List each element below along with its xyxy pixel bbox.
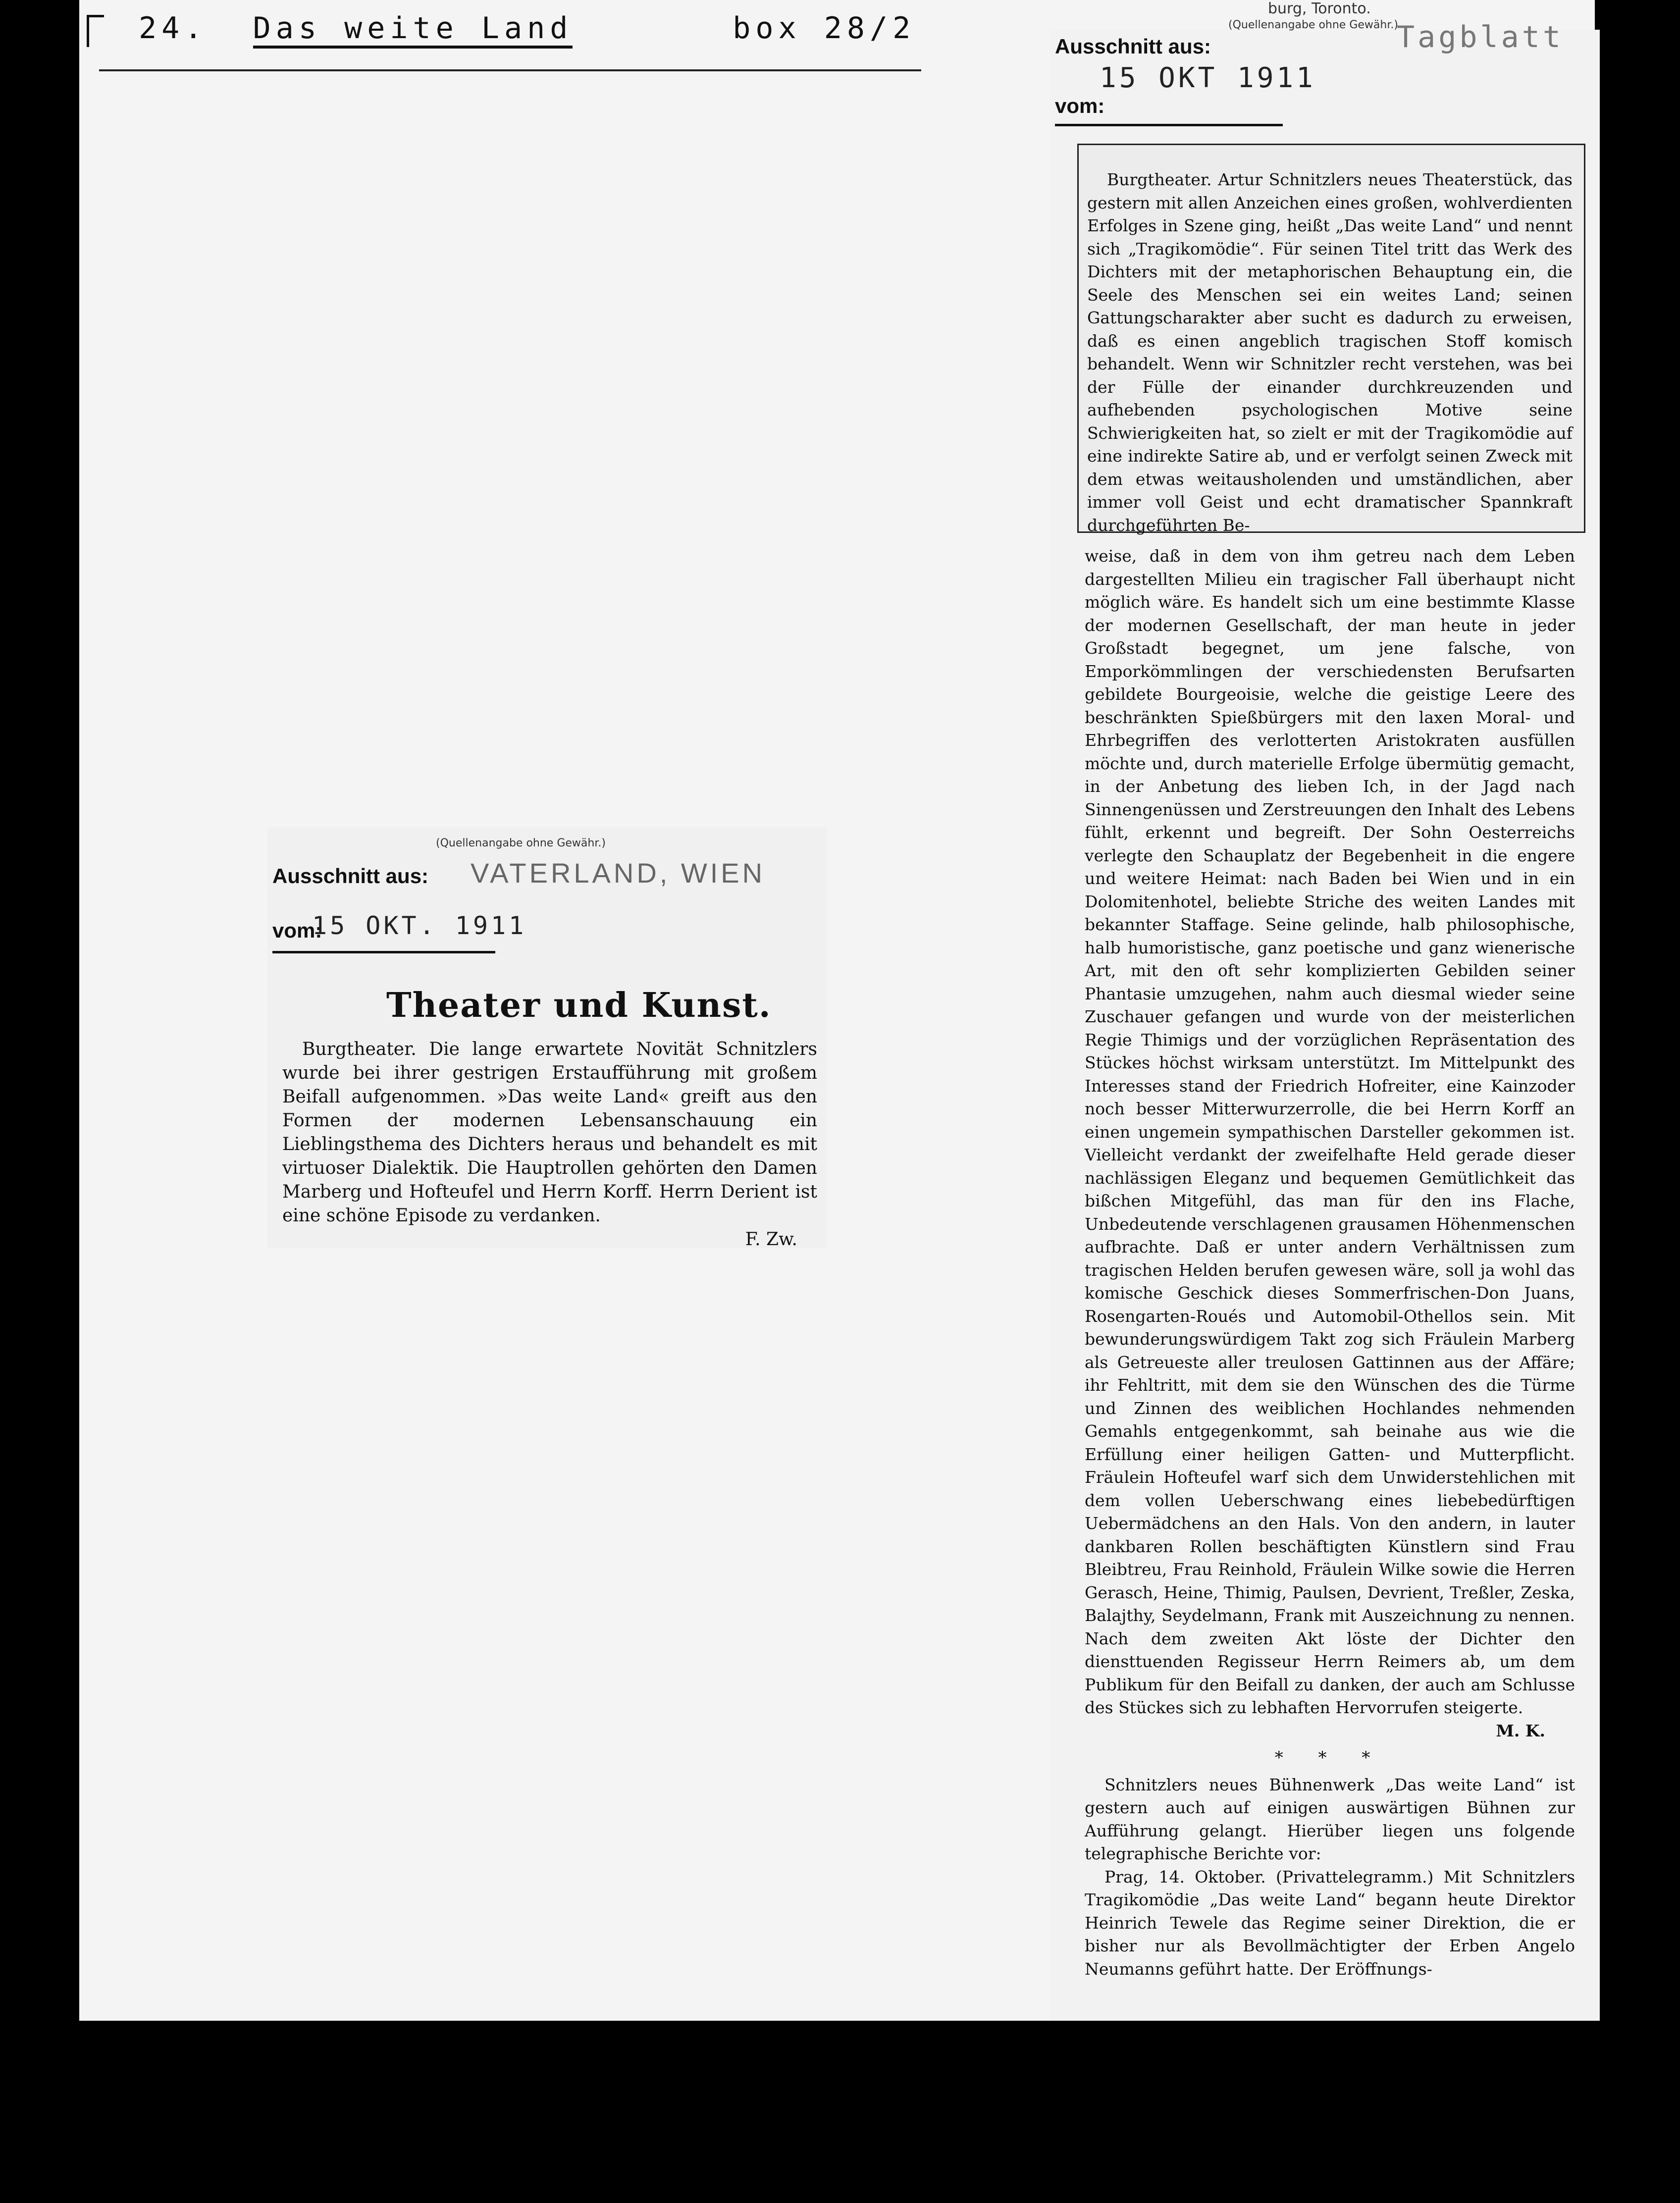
source-note-line1: burg, Toronto.	[1268, 0, 1371, 17]
corner-mark	[87, 15, 104, 47]
article-separator: * * *	[1274, 1748, 1385, 1768]
vom-rule	[1055, 124, 1283, 126]
header-title: Das weite Land	[253, 11, 573, 49]
article-para-3-text: Schnitzlers neues Bühnenwerk „Das weite Land“ ist gestern auch auf einigen auswärtigen Bühnen zur Aufführung gelangt. Hierüber liegen uns folgende telegraphische Berichte vor:	[1085, 1775, 1575, 1863]
article-para-2-text: weise, daß in dem von ihm getreu nach dem Leben dargestellten Milieu ein tragischer Fall überhaupt nicht möglich wäre. Es handelt sich um eine bestimmte Klasse der modernen Gesellschaft, der man heute in jeder Großstadt begegnet, um jene falsche, von Emporkömmlingen der verschiedensten Berufsarten gebildete Bourgeoisie, welche die geistige Leere des beschränkten Spießbürgers mit den laxen Moral- und Ehrbegriffen des verlotterten Aristokraten ausfüllen möchte und, durch materielle Erfolge übermütig gemacht, in der Anbetung des lieben Ich, in der Jagd nach Sinnengenüssen und Zerstreuungen den Inhalt des Lebens fühlt, erkennt und begreift. Der Sohn Oesterreichs verlegte den Schauplatz der Begebenheit in die engere und weitere Heimat: nach Baden bei Wien und in ein Dolomitenhotel, beliebte Striche des weiten Landes mit bekannter Staffage. Seine gelinde, halb philosophische, halb humoristische, ganz poetische und ganz wienerische Art, mit den oft sehr komplizierten Gebilden seiner Phantasie umzugehen, nahm auch diesmal wieder seine Zuschauer gefangen und wurde von der meisterlichen Regie Thimigs und der vorzüglichen Repräsentation des Stückes höchst wirksam unterstützt. Im Mittelpunkt des Interesses stand der Friedrich Hofreiter, eine Kainzoder noch besser Mitterwurzerrolle, die bei Herrn Korff an einen ungemein sympathischen Darsteller gekommen ist. Vielleicht verdankt der zweifelhafte Held gerade dieser nachlässigen Eleganz und bequemen Gemütlichkeit das bißchen Mitgefühl, das man für den ins Flache, Unbedeutende verschlagenen grausamen Höhenmenschen aufbrachte. Daß er unter andern Verhältnissen zum tragischen Helden berufen gewesen wäre, soll ja wohl das komische Geschick dieses Sommerfrischen-Don Juans, Rosengarten-Roués und Automobil-Othellos sein. Mit bewunderungswürdigem Takt zog sich Fräulein Marberg als Getreueste aller treulosen Gattinnen aus der Affäre; ihr Fehltritt, mit dem sie den Wünschen des die Türme und Zinnen des weiblichen Hochlandes nehmenden Gemahls entgegenkommt, sah beinahe aus wie die Erfüllung einer heiligen Gatten- und Mutterpflicht. Fräulein Hofteufel warf sich dem Unwiderstehlichen mit dem vollen Ueberschwang eines liebebedürftigen Uebermädchens an den Hals. Von den andern, in lauter dankbaren Rollen beschäftigten Künstlern sind Frau Bleibtreu, Frau Reinhold, Fräulein Wilke sowie die Herren Gerasch, Heine, Thimig, Paulsen, Devrient, Treßler, Zeska, Balajthy, Seydelmann, Frank mit Auszeichnung zu nennen. Nach dem zweiten Akt löste der Dichter den diensttuenden Regisseur Herrn Reimers ab, um dem Publikum für den Beifall zu danken, der auch am Schlusse des Stückes sich zu lebhaften Hervorrufen steigerte.	[1085, 546, 1575, 1717]
mid-newspaper-stamp: VATERLAND, WIEN	[471, 857, 766, 889]
article-para-1	[1087, 168, 1573, 537]
mid-date-stamp: 15 OKT. 1911	[312, 911, 527, 940]
header-number: 24.	[139, 11, 208, 46]
archive-header	[139, 11, 915, 46]
date-stamp: 15 OKT 1911	[1100, 62, 1316, 94]
mid-body-text: Burgtheater. Die lange erwartete Novität Schnitzlers wurde bei ihrer gestrigen Erstaufführung mit großem Beifall aufgenommen. »Das weite Land« greift aus den Formen der modernen Lebensanschauung ein Lieblingsthema des Dichters heraus und behandelt es mit virtuoser Dialektik. Die Hauptrollen gehörten den Damen Marberg und Hofteufel und Herrn Korff. Herrn Derient ist eine schöne Episode zu verdanken.	[282, 1039, 817, 1226]
mid-heading: Theater und Kunst.	[386, 986, 772, 1025]
header-box: box 28/2	[733, 11, 916, 46]
mid-signature: F. Zw.	[745, 1229, 797, 1250]
source-note-line2: (Quellenangabe ohne Gewähr.)	[1228, 19, 1398, 31]
article-para-1-text: Burgtheater. Artur Schnitzlers neues Theaterstück, das gestern mit allen Anzeichen eines großen, wohlverdienten Erfolges in Szene ging, heißt „Das weite Land“ und nennt sich „Tragikomödie“. Für seinen Titel tritt das Werk des Dichters mit der metaphorischen Behauptung ein, die Seele des Menschen sei ein weites Land; seinen Gattungscharakter aber sucht es dadurch zu erweisen, daß es einen angeblich tragischen Stoff komisch behandelt. Wenn wir Schnitzler recht verstehen, was bei der Fülle der einander durchkreuzenden und aufhebenden psychologischen Motive seine Schwierigkeiten hat, so zielt er mit der Tragikomödie auf eine indirekte Satire ab, und er verfolgt seinen Zweck mit dem etwas weitausholenden und umständlichen, aber immer voll Geist und echt dramatischer Spannkraft durchgeführten Be-	[1087, 170, 1573, 535]
header-rule	[99, 69, 921, 71]
ausschnitt-label: Ausschnitt aus:	[1055, 35, 1211, 58]
vom-label: vom:	[1055, 94, 1105, 117]
newspaper-stamp: Tagblatt	[1397, 20, 1564, 54]
mid-vom-label: vom:	[272, 919, 322, 942]
article-signature: M. K.	[1496, 1721, 1545, 1740]
mid-body	[282, 1038, 817, 1252]
mid-ausschnitt-label: Ausschnitt aus:	[272, 864, 429, 888]
mid-source-note: (Quellenangabe ohne Gewähr.)	[436, 837, 606, 849]
article-para-4-text: Prag, 14. Oktober. (Privattelegramm.) Mit Schnitzlers Tragikomödie „Das weite Land“ begann heute Direktor Heinrich Tewele das Regime seiner Direktion, die er bisher nur als Bevollmächtigter der Erben Angelo Neumanns geführt hatte. Der Eröffnungs-	[1085, 1867, 1575, 1979]
article-continued	[1085, 545, 1575, 1981]
mid-vom-rule	[272, 951, 495, 953]
